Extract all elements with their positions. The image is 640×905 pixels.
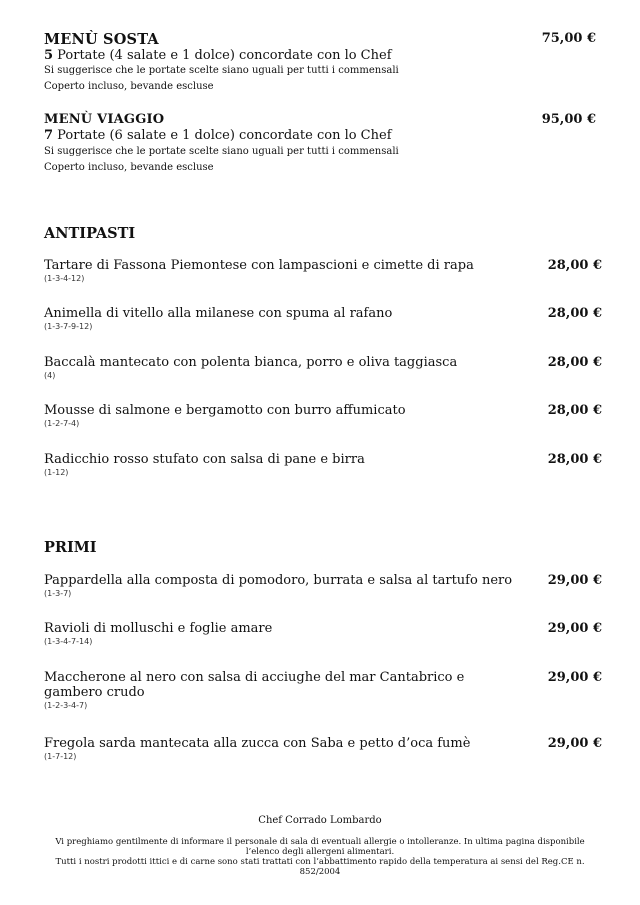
antipasto-2-allergens: (1-3-7-9-12): [44, 322, 93, 331]
menu-viaggio-description: [44, 128, 392, 143]
antipasto-1-price: 28,00 €: [547, 258, 602, 273]
menu-viaggio-title: MENÙ VIAGGIO: [44, 112, 165, 127]
menu-sosta-note-2: Coperto incluso, bevande escluse: [44, 81, 214, 92]
antipasto-1-allergens: (1-3-4-12): [44, 274, 85, 283]
menu-viaggio-price: 95,00 €: [541, 112, 596, 127]
primo-3-allergens: (1-2-3-4-7): [44, 701, 88, 710]
menu-viaggio-note-1: Si suggerisce che le portate scelte siano uguali per tutti i commensali: [44, 146, 399, 157]
antipasto-3-allergens: (4): [44, 371, 56, 380]
menu-sosta-note-1: Si suggerisce che le portate scelte siano uguali per tutti i commensali: [44, 65, 399, 76]
primi-heading: PRIMI: [44, 539, 97, 556]
footer-allergy-notice: Vi preghiamo gentilmente di informare il personale di sala di eventuali allergie o intolleranze. In ultima pagina disponibile l’elenco degli allergeni alimentari.: [55, 837, 585, 857]
footer-regulation-notice: Tutti i nostri prodotti ittici e di carne sono stati trattati con l’abbattimento rapido della temperatura ai sensi del Reg.CE n. 852/2004: [55, 857, 585, 877]
antipasto-4-name: Mousse di salmone e bergamotto con burro affumicato: [44, 403, 406, 418]
primo-4-name: Fregola sarda mantecata alla zucca con Saba e petto d’oca fumè: [44, 736, 471, 751]
primo-1-name: Pappardella alla composta di pomodoro, burrata e salsa al tartufo nero: [44, 573, 513, 588]
antipasto-5-allergens: (1-12): [44, 468, 69, 477]
menu-viaggio-count: 7: [44, 128, 54, 143]
primo-4-price: 29,00 €: [547, 736, 602, 751]
menu-sosta-description: [44, 48, 392, 63]
menu-sosta-title: MENÙ SOSTA: [44, 31, 159, 48]
primo-2-price: 29,00 €: [547, 621, 602, 636]
antipasto-2-price: 28,00 €: [547, 306, 602, 321]
antipasto-4-price: 28,00 €: [547, 403, 602, 418]
antipasto-2-name: Animella di vitello alla milanese con spuma al rafano: [44, 306, 393, 321]
primo-1-price: 29,00 €: [547, 573, 602, 588]
menu-sosta-description-text: Portate (4 salate e 1 dolce) concordate con lo Chef: [53, 48, 392, 63]
antipasto-4-allergens: (1-2-7-4): [44, 419, 80, 428]
antipasto-3-price: 28,00 €: [547, 355, 602, 370]
primo-2-allergens: (1-3-4-7-14): [44, 637, 93, 646]
antipasto-1-name: Tartare di Fassona Piemontese con lampascioni e cimette di rapa: [44, 258, 474, 273]
menu-sosta-price: 75,00 €: [541, 31, 596, 46]
primo-4-allergens: (1-7-12): [44, 752, 77, 761]
menu-sosta-count: 5: [44, 48, 54, 63]
antipasto-5-price: 28,00 €: [547, 452, 602, 467]
primo-1-allergens: (1-3-7): [44, 589, 72, 598]
primo-3-price: 29,00 €: [547, 670, 602, 685]
menu-viaggio-description-text: Portate (6 salate e 1 dolce) concordate con lo Chef: [53, 128, 392, 143]
antipasti-heading: ANTIPASTI: [44, 225, 136, 242]
menu-viaggio-note-2: Coperto incluso, bevande escluse: [44, 162, 214, 173]
antipasto-3-name: Baccalà mantecato con polenta bianca, porro e oliva taggiasca: [44, 355, 458, 370]
primo-2-name: Ravioli di molluschi e foglie amare: [44, 621, 273, 636]
footer-chef: Chef Corrado Lombardo: [258, 815, 382, 826]
primo-3-name: Maccherone al nero con salsa di acciughe del mar Cantabrico e gambero crudo: [44, 670, 465, 700]
antipasto-5-name: Radicchio rosso stufato con salsa di pane e birra: [44, 452, 365, 467]
